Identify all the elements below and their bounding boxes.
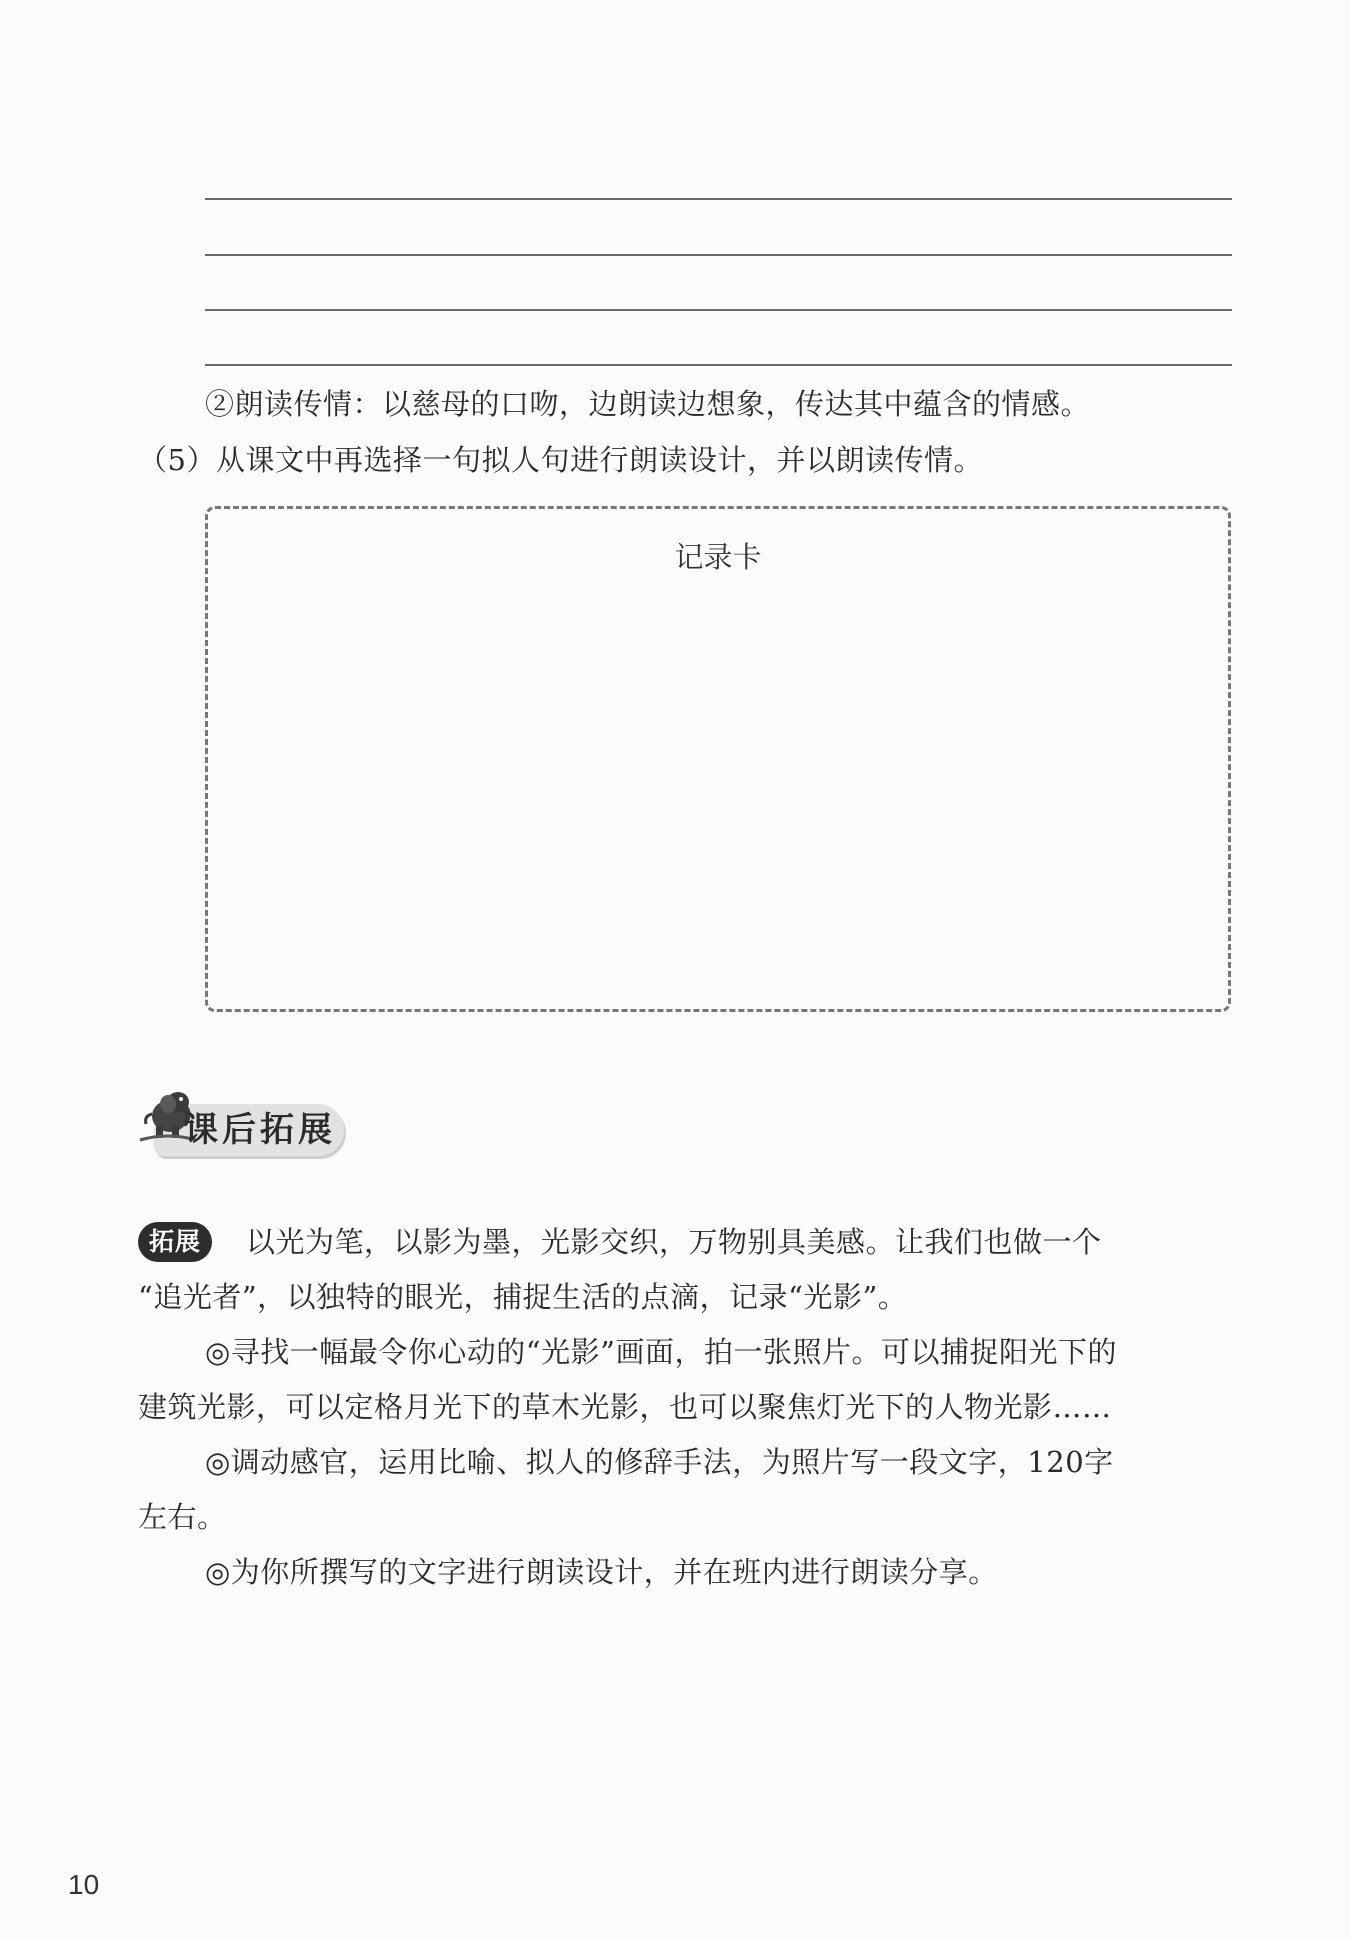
answer-line[interactable] (205, 309, 1232, 311)
task2-line2: 左右。 (138, 1500, 227, 1534)
item5-text: （5）从课文中再选择一句拟人句进行朗读设计，并以朗读传情。 (138, 443, 983, 477)
answer-line[interactable] (205, 254, 1232, 256)
item2-text: ②朗读传情：以慈母的口吻，边朗读边想象，传达其中蕴含的情感。 (205, 387, 1091, 421)
answer-line[interactable] (205, 364, 1232, 366)
answer-line[interactable] (205, 198, 1232, 200)
intro-line2: “追光者”，以独特的眼光，捕捉生活的点滴，记录“光影”。 (138, 1280, 908, 1314)
intro-line1: 以光为笔，以影为墨，光影交织，万物别具美感。让我们也做一个 (246, 1225, 1102, 1259)
record-card[interactable] (205, 506, 1231, 1012)
task1-line1: ◎寻找一幅最令你心动的“光影”画面，拍一张照片。可以捕捉阳光下的 (205, 1335, 1117, 1369)
task2-line1: ◎调动感官，运用比喻、拟人的修辞手法，为照片写一段文字，120字 (205, 1445, 1114, 1479)
task1-line2: 建筑光影，可以定格月光下的草木光影，也可以聚焦灯光下的人物光影…… (138, 1390, 1112, 1424)
page-number: 10 (68, 1869, 100, 1900)
record-card-title: 记录卡 (674, 540, 762, 574)
expand-badge: 拓展 (138, 1222, 212, 1262)
task3-line1: ◎为你所撰写的文字进行朗读设计，并在班内进行朗读分享。 (205, 1555, 998, 1589)
section-title: 课后拓展 (184, 1110, 336, 1150)
section-header (138, 1080, 348, 1160)
